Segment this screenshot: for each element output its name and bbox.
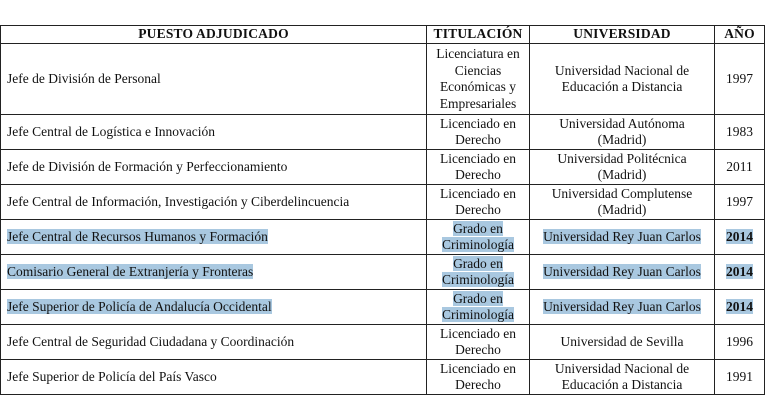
universidad-cell (530, 290, 715, 325)
universidad-text: Universidad Rey Juan Carlos (543, 263, 701, 279)
ano-cell (715, 220, 765, 255)
ano-cell (715, 44, 765, 115)
puesto-cell (1, 290, 427, 325)
titulacion-cell (427, 115, 530, 150)
puesto-cell (1, 255, 427, 290)
titulacion-cell (427, 44, 530, 115)
titulacion-cell (427, 185, 530, 220)
puesto-cell (1, 220, 427, 255)
titulacion-cell (427, 290, 530, 325)
ano-cell (715, 290, 765, 325)
universidad-cell (530, 44, 715, 115)
universidad-cell (530, 150, 715, 185)
ano-cell (715, 150, 765, 185)
ano-cell (715, 115, 765, 150)
titulacion-text: Grado en Criminología (442, 220, 514, 252)
header-titulacion: TITULACIÓN (427, 26, 530, 44)
table-row (1, 185, 765, 220)
ano-text: 1997 (726, 193, 753, 209)
puesto-text: Jefe de División de Formación y Perfeccionamiento (7, 158, 288, 174)
universidad-cell (530, 220, 715, 255)
puesto-cell (1, 360, 427, 395)
universidad-text: Universidad Autónoma (Madrid) (559, 115, 685, 147)
titulacion-text: Licenciado en Derecho (439, 185, 517, 217)
titulacion-cell (427, 360, 530, 395)
table-row (1, 150, 765, 185)
universidad-cell (530, 360, 715, 395)
titulacion-text: Licenciado en Derecho (439, 360, 517, 392)
appointments-table (0, 25, 765, 395)
universidad-cell (530, 185, 715, 220)
puesto-cell (1, 185, 427, 220)
table-row (1, 290, 765, 325)
puesto-cell (1, 150, 427, 185)
ano-text: 2014 (726, 298, 753, 314)
ano-text: 1996 (726, 333, 753, 349)
table-row (1, 115, 765, 150)
titulacion-text: Licenciado en Derecho (439, 115, 517, 147)
ano-cell (715, 360, 765, 395)
puesto-text: Jefe Central de Seguridad Ciudadana y Coordinación (7, 333, 295, 349)
puesto-text: Jefe Superior de Policía del País Vasco (7, 368, 217, 384)
ano-text: 1991 (726, 368, 753, 384)
puesto-text: Jefe Central de Recursos Humanos y Formación (7, 228, 268, 244)
puesto-text: Jefe Central de Logística e Innovación (7, 123, 216, 139)
universidad-text: Universidad Nacional de Educación a Distancia (554, 62, 690, 94)
ano-cell (715, 185, 765, 220)
header-universidad: UNIVERSIDAD (530, 26, 715, 44)
table-row (1, 44, 765, 115)
ano-text: 2014 (726, 228, 753, 244)
table-row (1, 255, 765, 290)
puesto-text: Comisario General de Extranjería y Fronteras (7, 263, 254, 279)
titulacion-cell (427, 255, 530, 290)
ano-text: 2011 (726, 158, 753, 174)
universidad-cell (530, 255, 715, 290)
ano-cell (715, 325, 765, 360)
titulacion-text: Licenciado en Derecho (439, 325, 517, 357)
puesto-cell (1, 115, 427, 150)
ano-text: 2014 (726, 263, 753, 279)
titulacion-text: Grado en Criminología (442, 255, 514, 287)
titulacion-text: Grado en Criminología (442, 290, 514, 322)
titulacion-text: Licenciatura en Ciencias Económicas y Empresariales (436, 46, 520, 111)
header-ano: AÑO (715, 26, 765, 44)
puesto-text: Jefe de División de Personal (7, 70, 161, 86)
titulacion-cell (427, 150, 530, 185)
universidad-text: Universidad Politécnica (Madrid) (557, 150, 687, 182)
universidad-text: Universidad Rey Juan Carlos (543, 298, 701, 314)
ano-text: 1997 (726, 70, 753, 86)
universidad-text: Universidad de Sevilla (560, 333, 684, 349)
table-row (1, 325, 765, 360)
puesto-text: Jefe Central de Información, Investigación y Ciberdelincuencia (7, 193, 350, 209)
table-row (1, 360, 765, 395)
ano-text: 1983 (726, 123, 753, 139)
puesto-cell (1, 44, 427, 115)
universidad-text: Universidad Nacional de Educación a Distancia (554, 360, 690, 392)
puesto-text: Jefe Superior de Policía de Andalucía Occidental (7, 298, 272, 314)
universidad-text: Universidad Complutense (Madrid) (551, 185, 693, 217)
titulacion-cell (427, 325, 530, 360)
universidad-cell (530, 115, 715, 150)
titulacion-text: Licenciado en Derecho (439, 150, 517, 182)
titulacion-cell (427, 220, 530, 255)
ano-cell (715, 255, 765, 290)
header-puesto: PUESTO ADJUDICADO (1, 26, 427, 44)
universidad-cell (530, 325, 715, 360)
puesto-cell (1, 325, 427, 360)
table-header-row (1, 26, 765, 44)
universidad-text: Universidad Rey Juan Carlos (543, 228, 701, 244)
table-row (1, 220, 765, 255)
